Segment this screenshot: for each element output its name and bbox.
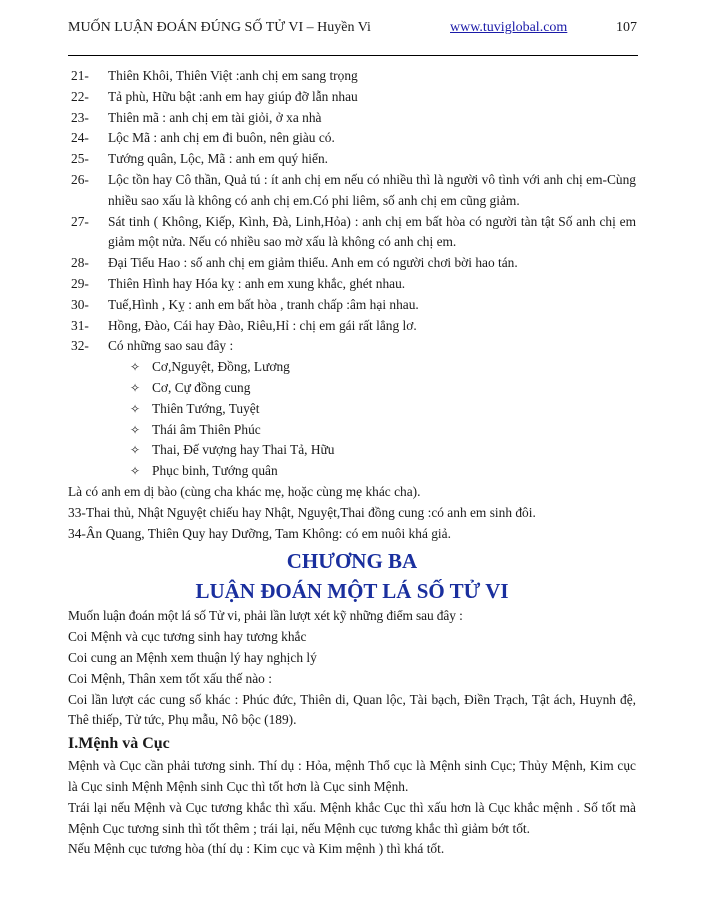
item-number: 29- <box>71 275 89 291</box>
bullet-item <box>130 399 636 420</box>
website-link[interactable]: www.tuviglobal.com <box>450 20 568 35</box>
item-text: Thiên Hình hay Hóa kỵ : anh em xung khắc, ghét nhau. <box>108 275 406 291</box>
item-text: Sát tinh ( Không, Kiếp, Kình, Đà, Linh,Hỏa) : anh chị em bất hòa có người tàn tật Số anh chị em giảm một nửa. Nếu có nhiều sao mờ xấu là không có anh chị em. <box>108 213 636 250</box>
list-item <box>68 108 636 129</box>
item-number: 23- <box>71 109 89 125</box>
list-item <box>68 316 636 337</box>
four-pointed-star-icon: ✧ <box>130 360 141 375</box>
intro-paragraph: Coi cung an Mệnh xem thuận lý hay nghịch lý <box>68 649 317 665</box>
item-number: 30- <box>71 296 89 312</box>
section-paragraph: Mệnh và Cục cần phải tương sinh. Thí dụ : Hỏa, mệnh Thổ cục là Mệnh sinh Cục; Thủy Mệnh, Kim cục là Cục sinh Mệnh Mệnh sinh Cục thì tốt hơn là Cục sinh Mệnh. <box>68 758 636 794</box>
bullet-item <box>130 378 636 399</box>
list-item <box>68 253 636 274</box>
item-number: 27- <box>71 213 89 229</box>
four-pointed-star-icon: ✧ <box>130 422 141 437</box>
item-text: Tướng quân, Lộc, Mã : anh em quý hiển. <box>108 151 328 167</box>
list-item <box>68 128 636 149</box>
page-header <box>68 20 638 40</box>
item-number: 26- <box>71 171 89 187</box>
four-pointed-star-icon: ✧ <box>130 380 141 395</box>
item-number: 21- <box>71 68 89 83</box>
four-pointed-star-icon: ✧ <box>130 401 141 416</box>
intro-paragraph: Muốn luận đoán một lá số Tử vi, phải lần lượt xét kỹ những điểm sau đây : <box>68 608 463 624</box>
chapter-title-heading: LUẬN ĐOÁN MỘT LÁ SỐ TỬ VI <box>195 579 509 604</box>
item-text: Thiên Khôi, Thiên Việt :anh chị em sang trọng <box>108 68 358 83</box>
numbered-list <box>68 66 636 357</box>
list-item <box>68 295 636 316</box>
list-item <box>68 66 636 87</box>
paragraph: 34-Ân Quang, Thiên Quy hay Dưỡng, Tam Không: có em nuôi khá giả. <box>68 525 451 541</box>
item-text: Tả phù, Hữu bật :anh em hay giúp đỡ lẫn nhau <box>108 88 358 104</box>
item-number: 25- <box>71 151 89 167</box>
bullet-item <box>130 420 636 441</box>
item-text: Có những sao sau đây : <box>108 338 234 354</box>
intro-paragraph: Coi Mệnh và cục tương sinh hay tương khắc <box>68 629 307 645</box>
section-paragraph: Nếu Mệnh cục tương hòa (thí dụ : Kim cục và Kim mệnh ) thì khá tốt. <box>68 841 445 857</box>
intro-paragraph: Coi Mệnh, Thân xem tốt xấu thế nào : <box>68 670 272 686</box>
book-title: MUỐN LUẬN ĐOÁN ĐÚNG SỐ TỬ VI – Huyền Vi <box>68 20 371 35</box>
chapter-number-heading: CHƯƠNG BA <box>286 549 418 574</box>
four-pointed-star-icon: ✧ <box>130 443 141 458</box>
item-number: 31- <box>71 317 89 333</box>
bullet-text: Cơ, Cự đồng cung <box>152 379 251 395</box>
paragraph: Là có anh em dị bào (cùng cha khác mẹ, hoặc cùng mẹ khác cha). <box>68 483 421 499</box>
list-item <box>68 149 636 170</box>
page-body <box>68 66 636 860</box>
star-bullet-list <box>130 357 636 482</box>
list-item <box>68 170 636 212</box>
item-number: 24- <box>71 130 89 146</box>
paragraph: 33-Thai thủ, Nhật Nguyệt chiếu hay Nhật, Nguyệt,Thai đồng cung :có anh em sinh đôi. <box>68 504 536 520</box>
bullet-text: Thai, Đế vượng hay Thai Tả, Hữu <box>152 442 335 458</box>
section-paragraph: Trái lại nếu Mệnh và Cục tương khắc thì xấu. Mệnh khắc Cục thì xấu hơn là Cục khắc mệnh . Số tốt mà Mệnh Cục tương sinh thì tốt thêm ; trái lại, nếu Mệnh cục tương khắc thì giảm bớt tốt. <box>68 799 636 836</box>
list-item <box>68 87 636 108</box>
list-item <box>68 212 636 254</box>
list-item <box>68 336 636 357</box>
bullet-text: Thiên Tướng, Tuyệt <box>152 400 260 416</box>
item-text: Lộc Mã : anh chị em đi buôn, nên giàu có. <box>108 130 335 146</box>
item-number: 22- <box>71 88 89 104</box>
bullet-item <box>130 440 636 461</box>
item-text: Tuế,Hình , Kỵ : anh em bất hòa , tranh chấp :âm hại nhau. <box>108 296 419 312</box>
bullet-text: Cơ,Nguyệt, Đồng, Lương <box>152 359 290 375</box>
intro-paragraph: Coi lần lượt các cung số khác : Phúc đức, Thiên di, Quan lộc, Tài bạch, Điền Trạch, Tật ách, Huynh đệ, Thê thiếp, Tử tức, Phụ mẫu, Nô bộc (189). <box>68 691 636 728</box>
bullet-text: Thái âm Thiên Phúc <box>152 421 261 437</box>
header-divider <box>68 55 638 56</box>
bullet-item <box>130 357 636 378</box>
item-text: Thiên mã : anh chị em tài giỏi, ở xa nhà <box>108 109 322 125</box>
item-number: 28- <box>71 255 89 271</box>
section-heading: I.Mệnh và Cục <box>68 735 170 753</box>
item-text: Hồng, Đào, Cái hay Đào, Riêu,Hỉ : chị em gái rất lẳng lơ. <box>108 317 417 333</box>
four-pointed-star-icon: ✧ <box>130 464 141 479</box>
page-number: 107 <box>616 20 637 35</box>
list-item <box>68 274 636 295</box>
item-text: Lộc tồn hay Cô thần, Quả tú : ít anh chị em nếu có nhiều thì là người vô tình với anh chị em-Cùng nhiều sao xấu là không có anh chị em.Có phi liêm, số anh chị em cũng giảm. <box>108 171 636 208</box>
item-text: Đại Tiểu Hao : số anh chị em giảm thiểu. Anh em có người chơi bời hao tán. <box>108 255 518 271</box>
bullet-item <box>130 461 636 482</box>
item-number: 32- <box>71 338 89 354</box>
bullet-text: Phục binh, Tướng quân <box>152 463 278 479</box>
